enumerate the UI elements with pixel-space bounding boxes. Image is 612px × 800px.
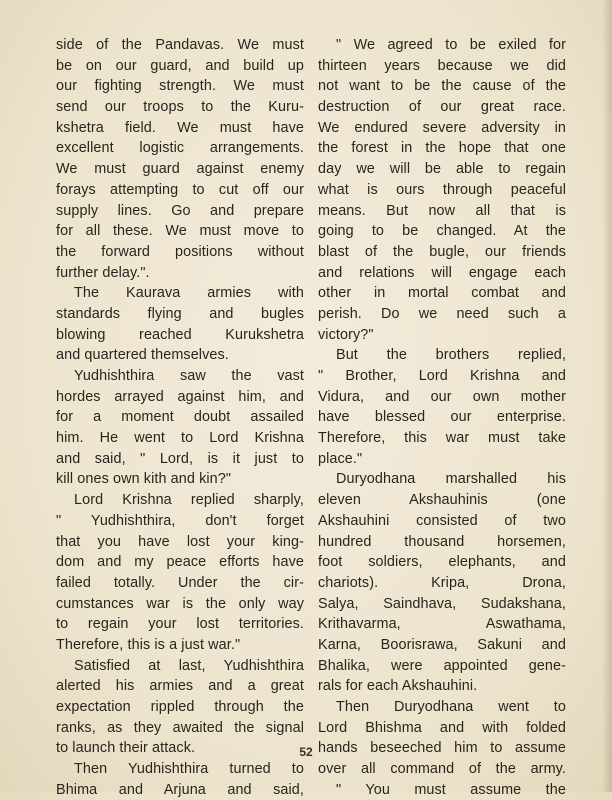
right-text-column (318, 35, 566, 800)
text-line: Yudhishthira saw the vast (74, 368, 304, 384)
text-line: excellent logistic arrangements. (56, 140, 304, 157)
text-line: standards flying and bugles (56, 305, 304, 322)
text-line: The Kaurava armies with (74, 285, 304, 302)
text-line: and quartered themselves. (56, 347, 229, 364)
text-line: ranks, as they awaited the signal (56, 719, 304, 736)
text-line: " We agreed to be exiled for (336, 37, 566, 53)
text-line: kshetra field. We must have (56, 119, 304, 136)
text-line: hundred thousand horsemen, (318, 533, 566, 550)
text-line: thirteen years because we did (318, 57, 566, 74)
text-line: Bhalika, were appointed gene- (318, 657, 566, 674)
text-line: be on our guard, and build up (56, 57, 304, 74)
text-line: Vidura, and our own mother (318, 388, 566, 405)
text-line: Then Duryodhana went to (336, 699, 566, 715)
text-line: But the brothers replied, (336, 347, 566, 364)
text-line: have blessed our enterprise. (318, 409, 566, 426)
text-line: other in mortal combat and (318, 285, 566, 302)
text-line: hordes arrayed against him, and (56, 388, 304, 405)
text-line: " Yudhishthira, don't forget (56, 512, 304, 529)
text-line: going to be changed. At the (318, 223, 566, 240)
text-line: failed totally. Under the cir- (56, 574, 304, 591)
text-line: Bhima and Arjuna and said, (56, 781, 304, 798)
text-line: further delay.". (56, 264, 150, 281)
text-line: for a moment doubt assailed (56, 409, 304, 426)
text-line: what is ours through peaceful (318, 181, 566, 198)
text-line: the forest in the hope that one (318, 140, 566, 157)
text-line: that you have lost your king- (56, 533, 304, 550)
text-line: means. But now all that is (318, 202, 566, 219)
page-edge-shadow (602, 0, 612, 792)
text-line: perish. Do we need such a (318, 305, 566, 322)
text-line: expectation rippled through the (56, 699, 304, 715)
text-line: Krithavarma, Aswathama, (318, 616, 566, 633)
text-line: chariots). Kripa, Drona, (318, 574, 566, 591)
text-line: eleven Akshauhinis (one (318, 492, 566, 509)
text-line: cumstances war is the only way (56, 595, 304, 612)
text-line: supply lines. Go and prepare (56, 202, 304, 219)
text-line: " Brother, Lord Krishna and (318, 368, 566, 384)
text-line: Lord Bhishma and with folded (318, 719, 566, 736)
text-line: rals for each Akshauhini. (318, 678, 478, 695)
text-line: and relations will engage each (318, 264, 566, 281)
text-line: send our troops to the Kuru- (56, 99, 304, 116)
text-line: not want to be the cause of the (318, 78, 566, 95)
text-line: kill ones own kith and kin?" (56, 471, 232, 488)
text-line: " You must assume the (336, 781, 566, 798)
text-line: hands beseeched him to assume (318, 740, 566, 757)
text-line: forays attempting to cut off our (56, 181, 304, 198)
text-line: him. He went to Lord Krishna (56, 430, 304, 447)
text-line: blast of the bugle, our friends (318, 243, 566, 260)
page-number: 52 (299, 745, 313, 759)
text-line: Duryodhana marshalled his (336, 471, 566, 488)
text-line: for all these. We must move to (56, 223, 304, 240)
text-line: our fighting strength. We must (56, 78, 304, 95)
text-line: and said, " Lord, is it just to (56, 450, 304, 467)
text-line: side of the Pandavas. We must (56, 37, 304, 53)
text-line: Akshauhini consisted of two (318, 512, 566, 529)
text-line: We must guard against enemy (56, 161, 304, 178)
text-line: place." (318, 450, 363, 467)
text-line: day we will be able to regain (318, 161, 566, 178)
text-line: Lord Krishna replied sharply, (74, 492, 304, 509)
text-line: dom and my peace efforts have (56, 554, 304, 571)
text-line: Therefore, this war must take (318, 430, 566, 447)
text-line: Therefore, this is a just war." (56, 636, 241, 653)
left-text-column (56, 35, 304, 800)
text-line: Karna, Boorisrawa, Sakuni and (318, 636, 566, 653)
text-line: destruction of our great race. (318, 99, 566, 116)
text-line: Satisfied at last, Yudhishthira (74, 657, 304, 674)
text-line: to launch their attack. (56, 740, 196, 757)
text-line: Salya, Saindhava, Sudakshana, (318, 595, 566, 612)
text-line: foot soldiers, elephants, and (318, 554, 566, 571)
text-line: the forward positions without (56, 243, 304, 260)
text-line: over all command of the army. (318, 761, 566, 778)
text-line: victory?" (318, 326, 374, 343)
text-line: blowing reached Kurukshetra (56, 326, 304, 343)
text-line: to regain your lost territories. (56, 616, 304, 633)
text-line: Then Yudhishthira turned to (74, 761, 304, 778)
text-line: alerted his armies and a great (56, 678, 304, 695)
text-line: We endured severe adversity in (318, 119, 566, 136)
